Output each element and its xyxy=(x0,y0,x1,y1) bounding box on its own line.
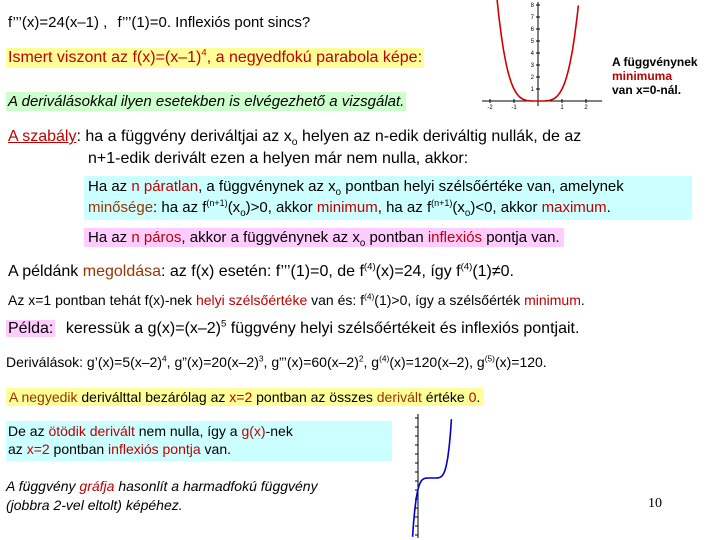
similar-line-1: A függvény gráfja hasonlít a harmadfokú függvény xyxy=(6,478,318,494)
x-tick-label: -2 xyxy=(487,105,493,111)
quintic-graph xyxy=(398,412,466,540)
x-tick-label: 2 xyxy=(584,105,588,111)
x-tick-label: 1 xyxy=(560,105,564,111)
rule-line-1: A szabály: ha a függvény deriváltjai az $x_o$ helyen az n-edik deriváltig nullák, de az xyxy=(8,128,582,149)
x-tick-label: -1 xyxy=(511,105,517,111)
line-derivative-method: A deriválásokkal ilyen esetekben is elvégezhető a vizsgálat. xyxy=(8,93,405,110)
conclusion-line: Az x=1 pontban tehát f(x)-nek helyi szélsőértéke van és: $f^{(4)}(1)>0$, így a szélsőérték minimum. xyxy=(8,291,585,308)
line-third-derivative: f’’’(x)=24(x–1) , f’’’(1)=0. Inflexiós pont sincs? xyxy=(8,14,311,31)
y-tick-label: 4 xyxy=(530,51,534,57)
example-label: Példa: xyxy=(8,320,54,337)
fourth-derivative-box: A negyedik deriválttal bezárólag az x=2 pontban az összes derivált értéke 0. xyxy=(6,388,483,406)
y-tick-label: 8 xyxy=(530,3,534,9)
y-tick-label: 1 xyxy=(530,87,534,93)
rule-line-2: n+1-edik derivált ezen a helyen már nem nulla, akkor: xyxy=(88,150,469,167)
y-tick-label: 6 xyxy=(530,27,534,33)
minimum-note: A függvénynek minimuma van x=0-nál. xyxy=(612,55,698,97)
fifth-line-1: De az ötödik derivált nem nulla, így a g(x)-nek xyxy=(8,423,293,439)
derivatives-line: Deriválások: $g’(x)=5(x-2)^4$, $g”(x)=20(x-2)^3$, $g”’(x)=60(x-2)^2$, $g^{(4)}(x)=120(x-2)$, $g^{(5)}(x)=120$. xyxy=(6,353,547,370)
odd-line-2: minősége: ha az $f^{(n+1)}(x_o)>0$, akkor minimum, ha az $f^{(n+1)}(x_o)<0$, akkor maximum. xyxy=(88,198,611,219)
example-line: Példa: keressük a $g(x)=(x-2)^5$ függvény helyi szélsőértékeit és inflexiós pontjait. xyxy=(8,318,580,337)
similar-line-2: (jobbra 2-vel eltolt) képéhez. xyxy=(6,497,183,513)
even-case-box: Ha az n páros, akkor a függvénynek az $x_o$ pontban inflexiós pontja van. xyxy=(84,228,564,247)
y-tick-label: 3 xyxy=(530,63,534,69)
y-tick-label: 2 xyxy=(530,75,534,81)
fifth-line-2: az x=2 pontban inflexiós pontja van. xyxy=(8,441,232,457)
odd-line-1: Ha az n páratlan, a függvénynek az $x_o$ pontban helyi szélsőértéke van, amelynek xyxy=(88,178,624,198)
line-known-function: Ismert viszont az $f(x)=(x-1)^4$, a negyedfokú parabola képe: xyxy=(8,47,423,66)
page-number: 10 xyxy=(648,496,662,511)
y-tick-label: 7 xyxy=(530,15,534,21)
y-tick-label: 5 xyxy=(530,39,534,45)
quartic-graph xyxy=(478,0,608,112)
solution-line: A példánk megoldása: az f(x) esetén: f’’’(1)=0, de $f^{(4)}(x)=24$, így $f^{(4)}(1)\ne 0$. xyxy=(8,261,514,280)
